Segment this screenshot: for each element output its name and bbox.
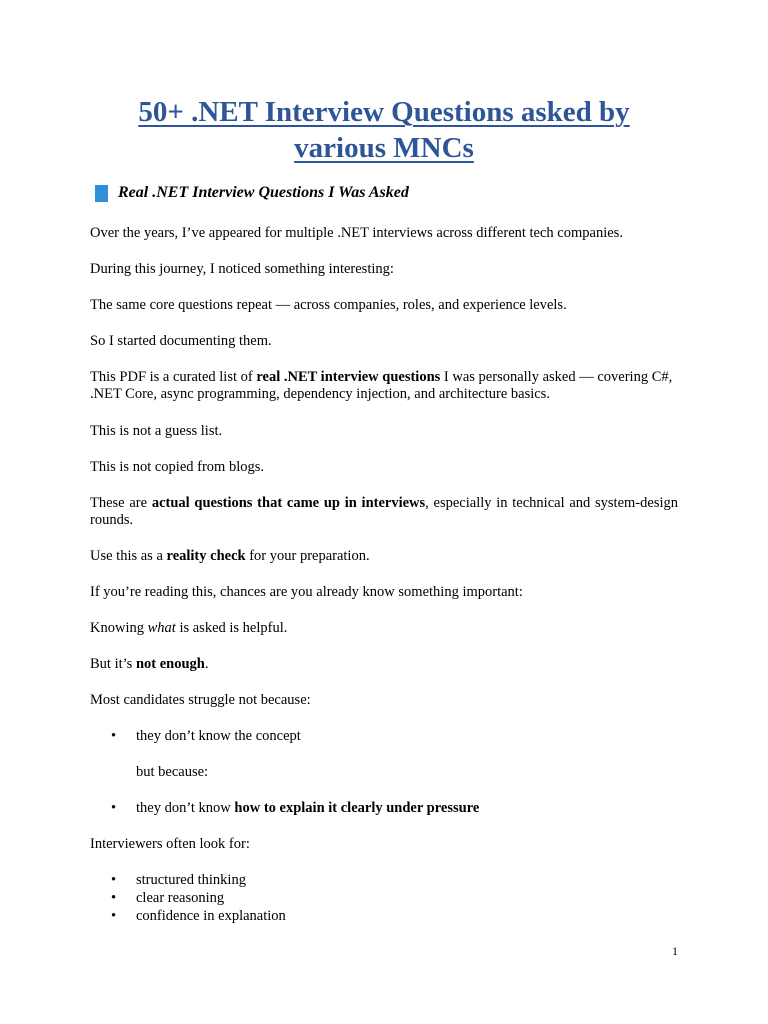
paragraph-1: Over the years, I’ve appeared for multiple .NET interviews across different tech companies. xyxy=(90,225,623,241)
but-because-text: but because: xyxy=(136,764,209,780)
paragraph-13: Most candidates struggle not because: xyxy=(90,692,311,708)
paragraph-12 xyxy=(90,656,678,673)
paragraph-11 xyxy=(90,620,678,637)
bullet2-pre: they don’t know xyxy=(136,800,235,816)
p12-pre: But it’s xyxy=(90,656,136,672)
title-line-1: 50+ .NET Interview Questions asked by xyxy=(138,96,630,128)
page-number: 1 xyxy=(672,944,678,958)
title-line-2: various MNCs xyxy=(294,132,474,164)
page-title xyxy=(90,94,678,166)
paragraph-10: If you’re reading this, chances are you already know something important: xyxy=(90,584,523,600)
paragraph-9 xyxy=(90,548,678,565)
p9-pre: Use this as a xyxy=(90,548,167,564)
paragraph-5 xyxy=(90,369,678,403)
p9-bold: reality check xyxy=(166,548,246,564)
p8-post: , especially in technical and system-design rounds. xyxy=(90,495,678,528)
p9-post: for your preparation. xyxy=(245,548,370,564)
paragraph-4: So I started documenting them. xyxy=(90,333,272,349)
p11-pre: Knowing xyxy=(90,620,148,636)
p5-bold: real .NET interview questions xyxy=(256,369,441,385)
p5-pre: This PDF is a curated list of xyxy=(90,369,257,385)
list-item: • clear reasoning xyxy=(136,890,224,907)
section-heading xyxy=(95,184,409,202)
paragraph-8 xyxy=(90,495,678,529)
bullet2-bold: how to explain it clearly under pressure xyxy=(234,800,480,816)
p12-bold: not enough xyxy=(135,656,205,672)
p11-italic: what xyxy=(147,620,176,636)
list-item-concept: • they don’t know the concept xyxy=(136,728,301,745)
blue-square-icon xyxy=(95,185,108,202)
paragraph-3: The same core questions repeat — across companies, roles, and experience levels. xyxy=(90,297,567,313)
p12-post: . xyxy=(204,656,209,672)
list-item: • confidence in explanation xyxy=(136,908,286,925)
list-item: • structured thinking xyxy=(136,872,246,889)
list-item-explain xyxy=(136,800,479,817)
p11-post: is asked is helpful. xyxy=(175,620,288,636)
p8-bold: actual questions that came up in interviews xyxy=(151,495,426,511)
paragraph-6: This is not a guess list. xyxy=(90,423,223,439)
paragraph-2: During this journey, I noticed something interesting: xyxy=(90,261,394,277)
paragraph-14: Interviewers often look for: xyxy=(90,836,250,852)
p8-pre: These are xyxy=(90,495,152,511)
section-heading-text: Real .NET Interview Questions I Was Asked xyxy=(118,184,409,201)
p5-post: I was personally asked — covering C#, .NET Core, async programming, dependency injection, and architecture basics. xyxy=(90,369,673,402)
paragraph-7: This is not copied from blogs. xyxy=(90,459,264,475)
